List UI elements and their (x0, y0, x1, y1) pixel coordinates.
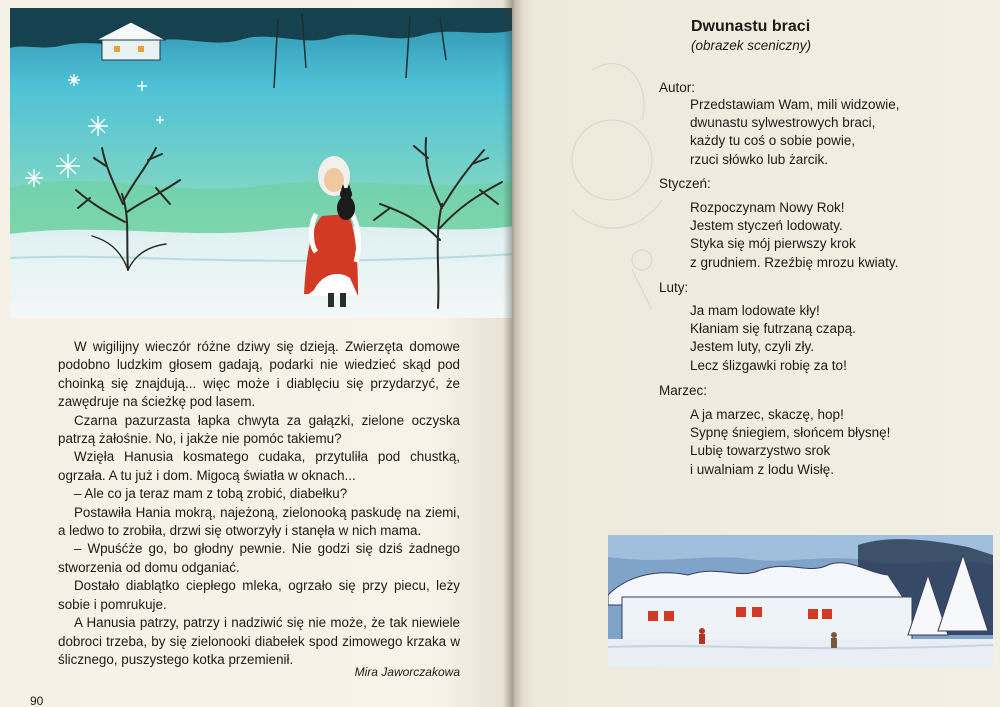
verse-line: dwunastu sylwestrowych braci, (690, 115, 876, 131)
show-through-sketch (532, 10, 712, 310)
page-number: 90 (30, 694, 44, 707)
verse-line: Jestem luty, czyli zły. (690, 339, 815, 355)
verse-stanza (690, 406, 890, 479)
verse-stanza (690, 199, 898, 272)
verse-line: Kłaniam się futrzaną czapą. (690, 321, 856, 337)
verse-line: i uwalniam z lodu Wisłę. (690, 461, 835, 477)
verse-line: z grudniem. Rzeźbię mrozu kwiaty. (690, 254, 899, 270)
story-paragraph: Postawiła Hania mokrą, najeżoną, zielonooką paskudę na ziemi, a ledwo to zrobiła, drzwi się otworzyły i stanęła w nich mama. (58, 504, 460, 539)
story-paragraph: Dostało diablątko ciepłego mleka, ogrzało się przy piecu, leży sobie i pomrukuje. (58, 578, 460, 612)
verse-line: Jestem styczeń lodowaty. (690, 218, 843, 234)
story-paragraph: – Ale co ja teraz mam z tobą zrobić, diabełku? (74, 486, 348, 502)
story-paragraph: – Wpuśćże go, bo głodny pewnie. Nie godzi się dziś żadnego stworzenia od domu odganiać. (58, 541, 460, 575)
book-spine (503, 0, 523, 707)
story-text (58, 338, 460, 669)
verse-line: Rozpoczynam Nowy Rok! (690, 200, 845, 215)
verse-line: Lubię towarzystwo srok (690, 443, 831, 459)
story-paragraph: Czarna pazurzasta łapka chwyta za gałązki, zielone oczyska patrzą żałośnie. No, i jakże nie pomóc takiemu? (58, 412, 460, 447)
verse-line: Lecz ślizgawki robię za to! (690, 357, 847, 373)
verse-stanza (690, 96, 900, 169)
poem-subtitle: (obrazek sceniczny) (691, 38, 812, 53)
verse-line: A ja marzec, skaczę, hop! (690, 407, 844, 422)
speaker-label: Marzec: (659, 383, 708, 398)
right-page (512, 0, 1000, 707)
verse-line: Ja mam lodowate kły! (690, 303, 820, 318)
speaker-label: Autor: (659, 80, 696, 95)
poem-title: Dwunastu braci (691, 18, 811, 35)
verse-line: Styka się mój pierwszy krok (690, 236, 856, 252)
verse-line: każdy tu coś o sobie powie, (690, 133, 856, 149)
story-author: Mira Jaworczakowa (354, 665, 460, 679)
story-paragraph: W wigilijny wieczór różne dziwy się dzieją. Zwierzęta domowe podobno ludzkim głosem gadają, podarki nie wiedzieć skąd pod choinką się znajdują... więc może i diablęciu się przydarzyć, że zawędruje na ścieżkę pod lasem. (58, 339, 460, 410)
cottage-illustration (608, 535, 993, 667)
verse-line: Sypnę śniegiem, słońcem błysnę! (690, 425, 891, 441)
speaker-label: Luty: (659, 280, 689, 295)
story-paragraph: Wzięła Hanusia kosmatego cudaka, przytuliła pod chustką, ogrzała. A tu już i dom. Migocą światła w oknach... (58, 449, 460, 483)
speaker-label: Styczeń: (659, 176, 711, 191)
winter-illustration (10, 8, 512, 318)
verse-stanza (690, 302, 856, 375)
verse-line: Przedstawiam Wam, mili widzowie, (690, 97, 900, 112)
verse-line: rzuci słówko lub żarcik. (690, 151, 829, 167)
story-paragraph: A Hanusia patrzy, patrzy i nadziwić się nie może, że tak niewiele dobroci trzeba, by się zielonooki diabełek spod zimowego krzaka w ślicznego, puszystego kotka przemienił. (58, 615, 460, 667)
